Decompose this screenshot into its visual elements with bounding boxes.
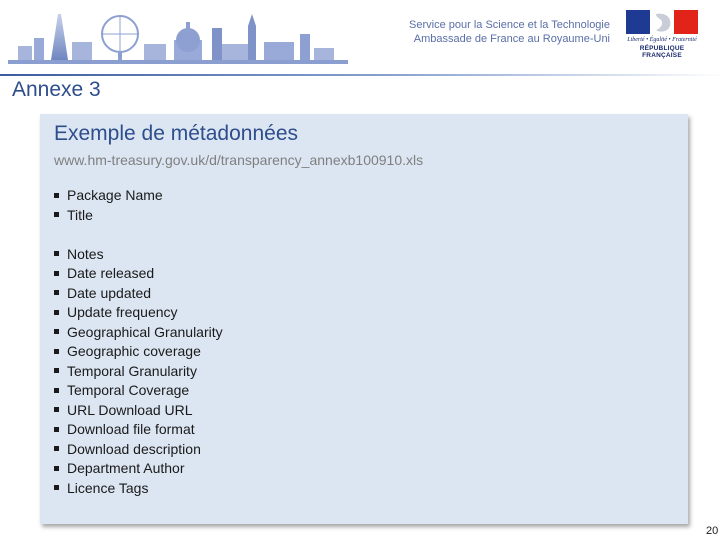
- list-item: [54, 284, 223, 304]
- service-line-2: Ambassade de France au Royaume-Uni: [413, 33, 610, 45]
- square-bullet-icon: [54, 271, 59, 276]
- london-skyline-icon: [8, 8, 348, 68]
- square-bullet-icon: [54, 466, 59, 471]
- marianne-flag-icon: [626, 10, 698, 34]
- list-item: [54, 362, 223, 382]
- list-item: [54, 303, 223, 323]
- list-item-label: Date updated: [67, 284, 152, 301]
- slide-heading: Annexe 3: [12, 78, 101, 101]
- list-item: [54, 323, 223, 343]
- list-item-label: Package Name: [67, 187, 163, 203]
- list-item: [54, 401, 223, 421]
- list-item: [54, 342, 223, 362]
- list-item: [54, 420, 223, 440]
- list-item-label: Temporal Coverage: [67, 382, 190, 398]
- list-item-label: Title: [67, 206, 93, 223]
- list-spacer: [54, 225, 223, 245]
- square-bullet-icon: [54, 310, 59, 315]
- list-item: [54, 479, 223, 499]
- list-item-label: Temporal Granularity: [67, 362, 197, 379]
- slide-header: [0, 0, 728, 74]
- service-line-1: Service pour la Science et la Technologie: [409, 19, 610, 31]
- square-bullet-icon: [54, 329, 59, 334]
- list-item-label: Licence Tags: [67, 479, 149, 496]
- square-bullet-icon: [54, 388, 59, 393]
- list-item-label: Date released: [67, 265, 155, 281]
- list-item-label: URL Download URL: [67, 401, 193, 418]
- list-item: [54, 381, 223, 401]
- square-bullet-icon: [54, 427, 59, 432]
- header-divider: [0, 74, 728, 76]
- square-bullet-icon: [54, 193, 59, 198]
- square-bullet-icon: [54, 368, 59, 373]
- list-item-label: Update frequency: [67, 304, 178, 320]
- square-bullet-icon: [54, 349, 59, 354]
- republique-francaise-logo: [626, 10, 698, 59]
- service-caption: [409, 18, 610, 46]
- list-item: [54, 459, 223, 479]
- logo-republic-text: RÉPUBLIQUE FRANÇAISE: [639, 45, 685, 59]
- list-item: [54, 245, 223, 265]
- square-bullet-icon: [54, 290, 59, 295]
- square-bullet-icon: [54, 407, 59, 412]
- metadata-list: [54, 186, 223, 498]
- list-item-label: Geographic coverage: [67, 343, 201, 359]
- metadata-panel: [40, 114, 688, 524]
- list-item: [54, 206, 223, 226]
- list-item: [54, 264, 223, 284]
- list-item: [54, 440, 223, 460]
- list-item-label: Department Author: [67, 460, 185, 476]
- panel-title: Exemple de métadonnées: [54, 122, 298, 145]
- page-number: 20: [706, 525, 719, 537]
- square-bullet-icon: [54, 251, 59, 256]
- square-bullet-icon: [54, 212, 59, 217]
- source-url: www.hm-treasury.gov.uk/d/transparency_annexb100910.xls: [54, 152, 424, 168]
- logo-motto: Liberté • Égalité • Fraternité: [627, 37, 697, 43]
- list-item: [54, 186, 223, 206]
- list-item-label: Geographical Granularity: [67, 323, 223, 340]
- list-item-label: Notes: [67, 245, 104, 262]
- list-item-label: Download file format: [67, 421, 195, 437]
- square-bullet-icon: [54, 485, 59, 490]
- square-bullet-icon: [54, 446, 59, 451]
- list-item-label: Download description: [67, 440, 201, 457]
